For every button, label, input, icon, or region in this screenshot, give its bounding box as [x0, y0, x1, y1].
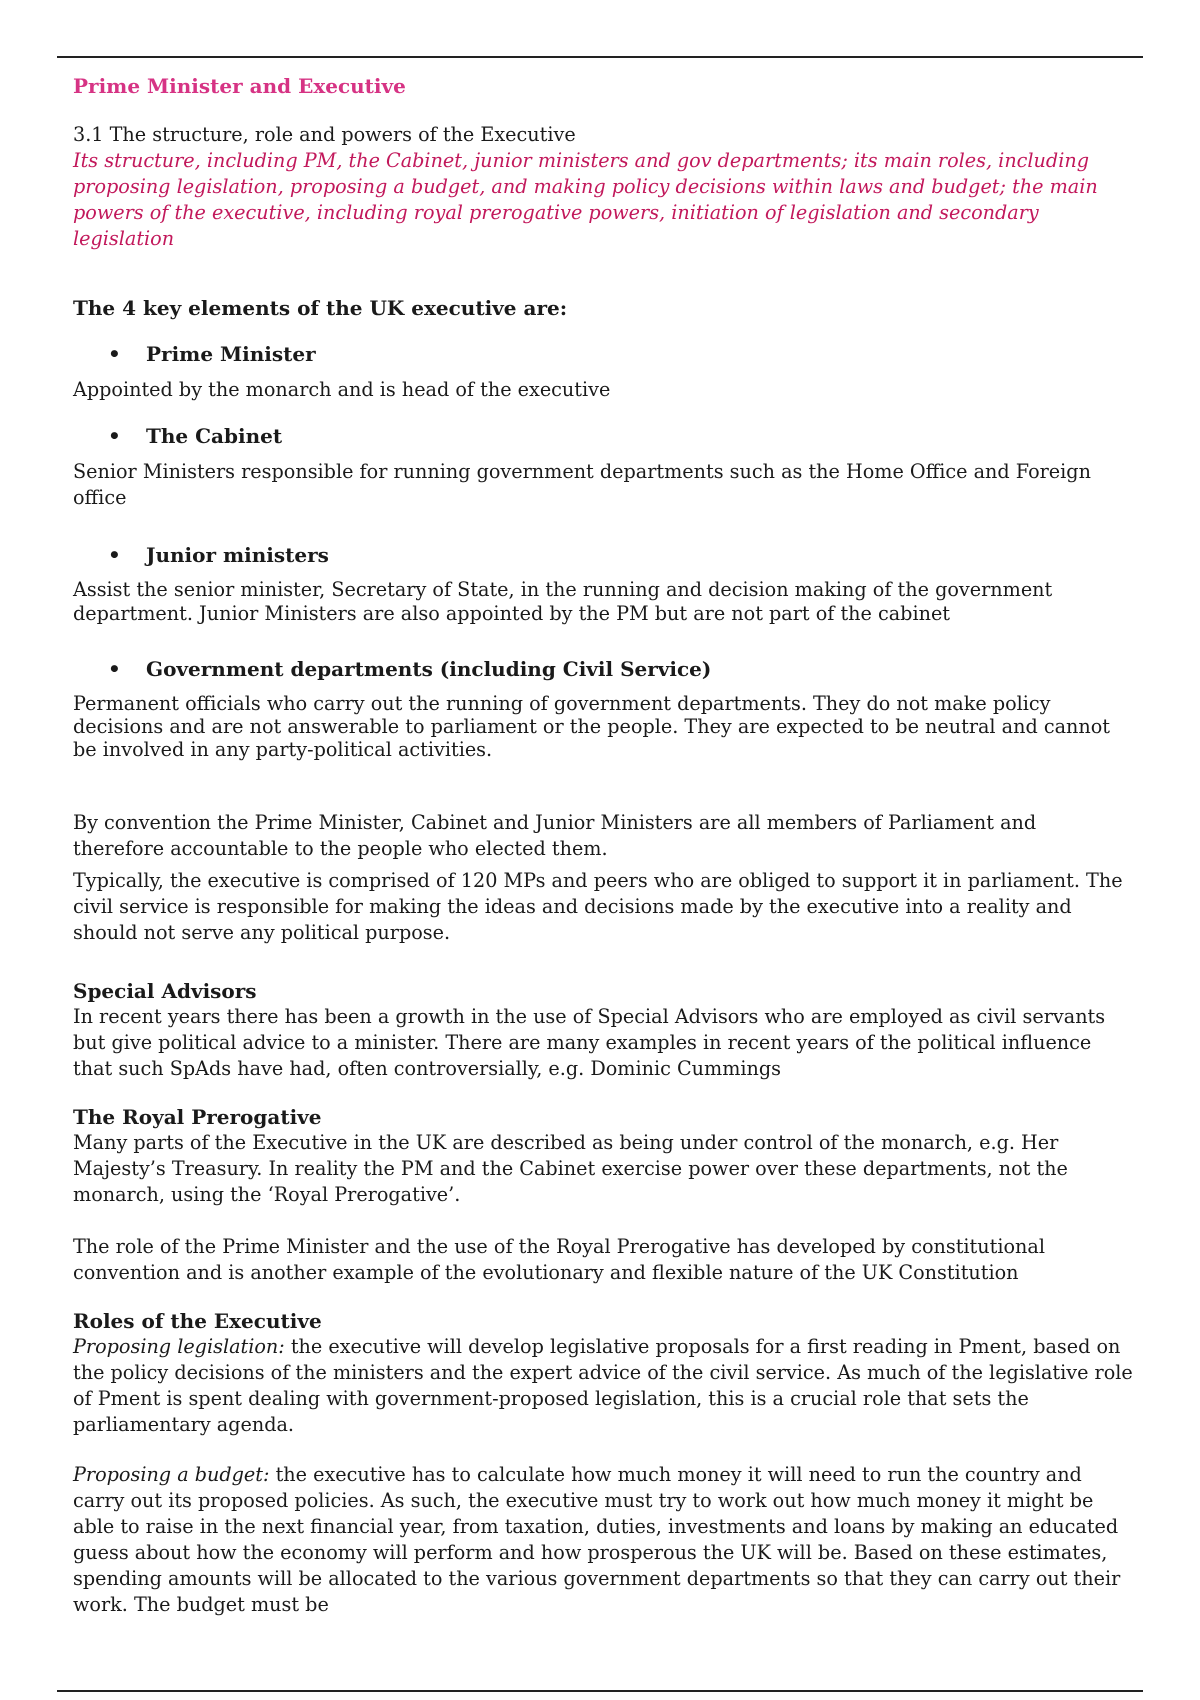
proposing-budget-paragraph: [73, 1462, 1133, 1618]
bullet-icon: •: [108, 543, 121, 567]
bullet-description: Appointed by the monarch and is head of the executive: [73, 378, 611, 401]
bullet-description: Assist the senior minister, Secretary of State, in the running and decision making of the government department. Junior Ministers are also appointed by the PM but are not part of the cabinet: [73, 578, 1053, 625]
key-elements-heading: The 4 key elements of the UK executive are:: [73, 296, 568, 320]
special-advisors-heading: Special Advisors: [73, 979, 257, 1003]
page-title: Prime Minister and Executive: [73, 74, 406, 98]
bullet-icon: •: [108, 657, 121, 681]
roles-heading: Roles of the Executive: [73, 1309, 322, 1333]
bullet-cabinet: [73, 423, 1133, 449]
bullet-label: Government departments (including Civil Service): [146, 657, 712, 681]
bottom-rule: [57, 1690, 1143, 1692]
proposing-legislation-text: the executive will develop legislative proposals for a first reading in Pment, based on the policy decisions of the ministers and the expert advice of the civil service. As much of the legislative role of Pment is spent dealing with government-proposed legislation, this is a crucial role that sets the parliamentary agenda.: [73, 1335, 1133, 1436]
royal-prerogative-text: Many parts of the Executive in the UK are described as being under control of the monarch, e.g. Her Majesty’s Treasury. In reality the PM and the Cabinet exercise power over these departments, not the monarch, using the ‘Royal Prerogative’.: [73, 1131, 1068, 1206]
bullet-description: Senior Ministers responsible for running government departments such as the Home Office and Foreign office: [73, 460, 1091, 509]
top-rule: [57, 56, 1143, 58]
bullet-label: Prime Minister: [146, 342, 316, 366]
proposing-legislation-paragraph: [73, 1334, 1133, 1438]
bullet-icon: •: [108, 342, 121, 366]
document-body: [73, 72, 1133, 1618]
executive-composition-paragraph: Typically, the executive is comprised of 120 MPs and peers who are obliged to support it in parliament. The civil service is responsible for making the ideas and decisions made by the executive into a reality and should not serve any political purpose.: [73, 869, 1123, 944]
bullet-label: Junior ministers: [146, 543, 329, 567]
proposing-legislation-lead: Proposing legislation:: [73, 1335, 285, 1358]
bullet-icon: •: [108, 424, 121, 448]
bullet-label: The Cabinet: [146, 424, 283, 448]
bullet-prime-minister: [73, 341, 1133, 367]
section-heading: 3.1 The structure, role and powers of the Executive: [73, 123, 576, 146]
bullet-description: Permanent officials who carry out the running of government departments. They do not make policy decisions and are not answerable to parliament or the people. They are expected to be neutral and cannot be involved in any party-political activities.: [73, 692, 1111, 761]
special-advisors-text: In recent years there has been a growth in the use of Special Advisors who are employed as civil servants but give political advice to a minister. There are many examples in recent years of the political influence that such SpAds have had, often controversially, e.g. Dominic Cummings: [73, 1005, 1106, 1080]
proposing-budget-text: the executive has to calculate how much money it will need to run the country and carry out its proposed policies. As such, the executive must try to work out how much money it might be able to raise in the next financial year, from taxation, duties, investments and loans by making an educated guess about how the economy will perform and how prosperous the UK will be. Based on these estimates, spending amounts will be allocated to the various government departments so that they can carry out their work. The budget must be: [73, 1463, 1121, 1616]
bullet-junior-ministers: [73, 542, 1133, 568]
royal-prerogative-convention-text: The role of the Prime Minister and the use of the Royal Prerogative has developed by constitutional convention and is another example of the evolutionary and flexible nature of the UK Constitution: [73, 1235, 1045, 1284]
specification-text: Its structure, including PM, the Cabinet, junior ministers and gov departments; its main roles, including proposing legislation, proposing a budget, and making policy decisions within laws and budget; the main powers of the executive, including royal prerogative powers, initiation of legislation and secondary legislation: [73, 149, 1098, 250]
bullet-government-departments: [73, 656, 1133, 682]
royal-prerogative-heading: The Royal Prerogative: [73, 1105, 322, 1129]
convention-paragraph: By convention the Prime Minister, Cabinet and Junior Ministers are all members of Parliament and therefore accountable to the people who elected them.: [73, 811, 1037, 860]
proposing-budget-lead: Proposing a budget:: [73, 1463, 270, 1486]
